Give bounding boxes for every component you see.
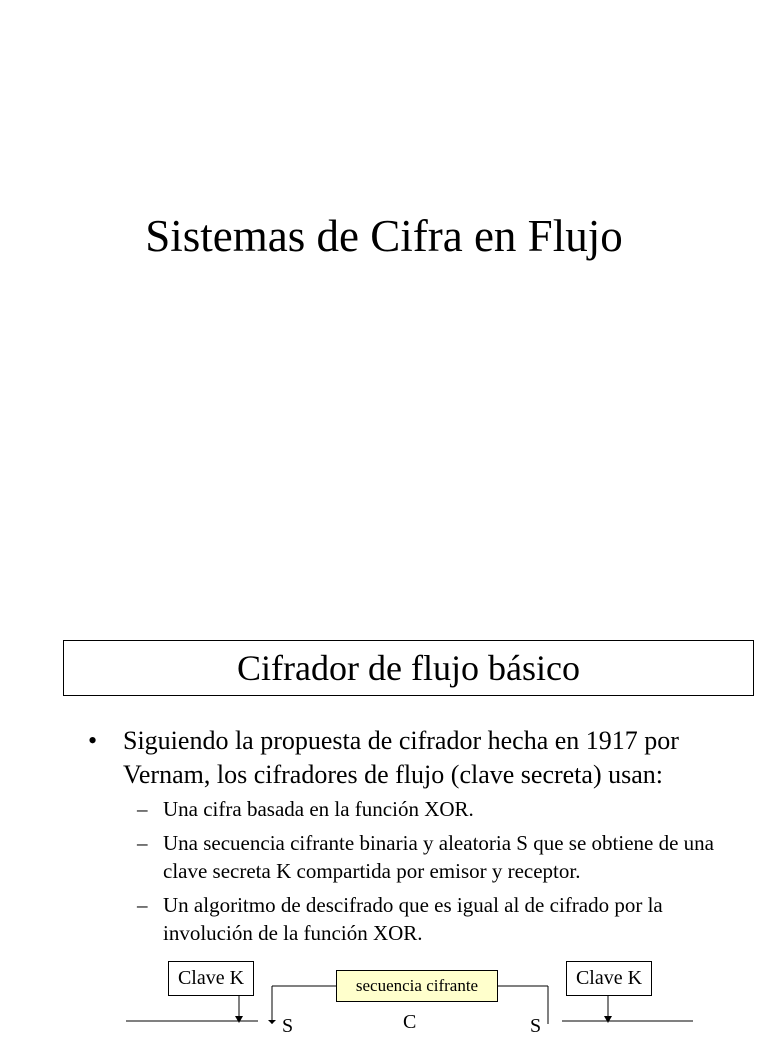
sub-item-xor: [137, 795, 757, 823]
key-box-right: [566, 961, 652, 996]
sub-item-text: Una cifra basada en la función XOR.: [163, 797, 474, 821]
slide-title: Sistemas de Cifra en Flujo: [145, 211, 623, 261]
sub-item-sequence: [137, 829, 757, 885]
bullet-marker: •: [88, 726, 98, 755]
s-label-right: S: [530, 1015, 542, 1037]
bullet-text: Siguiendo la propuesta de cifrador hecha en 1917 por Vernam, los cifradores de flujo (clave secreta) usan:: [123, 726, 679, 789]
key-box-left: [168, 961, 254, 996]
sequence-box: [336, 970, 498, 1002]
s-label-left: S: [282, 1015, 294, 1037]
key-arrowhead-left: [235, 1016, 243, 1023]
key-label-left: Clave K: [177, 967, 245, 989]
sub-item-text: Una secuencia cifrante binaria y aleatoria S que se obtiene de una clave secreta K compartida por emisor y receptor.: [163, 831, 714, 883]
slide-heading: Cifrador de flujo básico: [237, 648, 580, 688]
key-label-right: Clave K: [575, 967, 643, 989]
bullet-item: [88, 724, 748, 792]
sub-item-decrypt: [137, 891, 757, 947]
sub-item-text: Un algoritmo de descifrado que es igual al de cifrado por la involución de la función XOR.: [163, 893, 663, 945]
slide-heading-box: [63, 640, 754, 696]
c-label: C: [403, 1011, 417, 1033]
sub-item-marker: –: [137, 797, 148, 821]
sequence-label: secuencia cifrante: [355, 976, 479, 995]
key-arrowhead-right: [604, 1016, 612, 1023]
sub-item-marker: –: [137, 831, 148, 855]
sequence-arrowhead-left: [268, 1020, 276, 1024]
sub-item-marker: –: [137, 893, 148, 917]
